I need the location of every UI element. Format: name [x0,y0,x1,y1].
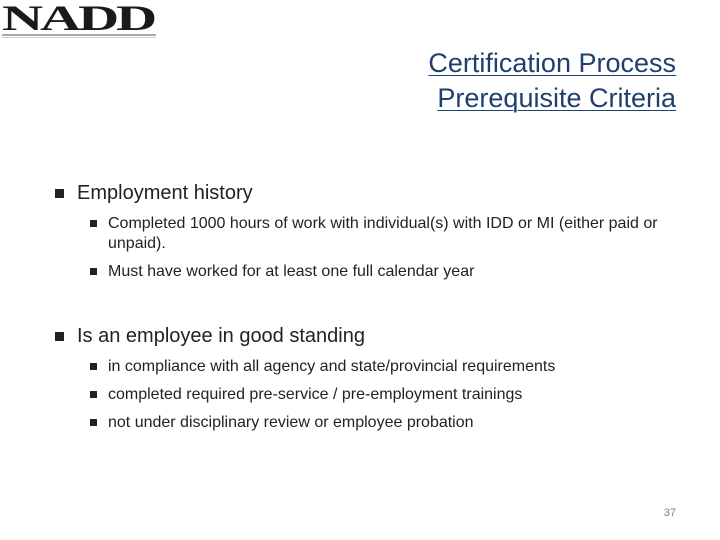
square-bullet-icon [90,419,97,426]
square-bullet-icon [55,189,64,198]
sub-bullet-text: completed required pre-service / pre-employment trainings [108,386,523,403]
sub-bullet-item [90,214,695,254]
nadd-logo [2,0,160,40]
criteria-group-employment [55,180,695,282]
square-bullet-icon [90,363,97,370]
section-heading: Employment history [77,182,253,204]
sub-bullet-item [90,262,695,282]
sub-bullet-text: Must have worked for at least one full calendar year [108,263,475,280]
sub-bullet-item [90,385,695,405]
title-line-1: Certification Process [428,48,676,78]
sub-bullet-list [90,357,695,433]
bullet-item [55,180,695,206]
sub-bullet-text: not under disciplinary review or employee probation [108,414,474,431]
bullet-item [55,323,695,349]
section-heading: Is an employee in good standing [77,325,365,347]
square-bullet-icon [90,391,97,398]
title-line-2: Prerequisite Criteria [437,83,676,113]
sub-bullet-item [90,357,695,377]
square-bullet-icon [90,268,97,275]
sub-bullet-text: in compliance with all agency and state/provincial requirements [108,358,556,375]
sub-bullet-item [90,413,695,433]
criteria-group-standing [55,323,695,433]
sub-bullet-text: Completed 1000 hours of work with individual(s) with IDD or MI (either paid or unpaid). [108,215,658,252]
slide-title [428,46,676,116]
page-number: 37 [663,507,676,519]
square-bullet-icon [55,332,64,341]
logo-wordmark: NADD [2,0,156,38]
sub-bullet-list [90,214,695,282]
slide-content [55,180,695,441]
square-bullet-icon [90,220,97,227]
